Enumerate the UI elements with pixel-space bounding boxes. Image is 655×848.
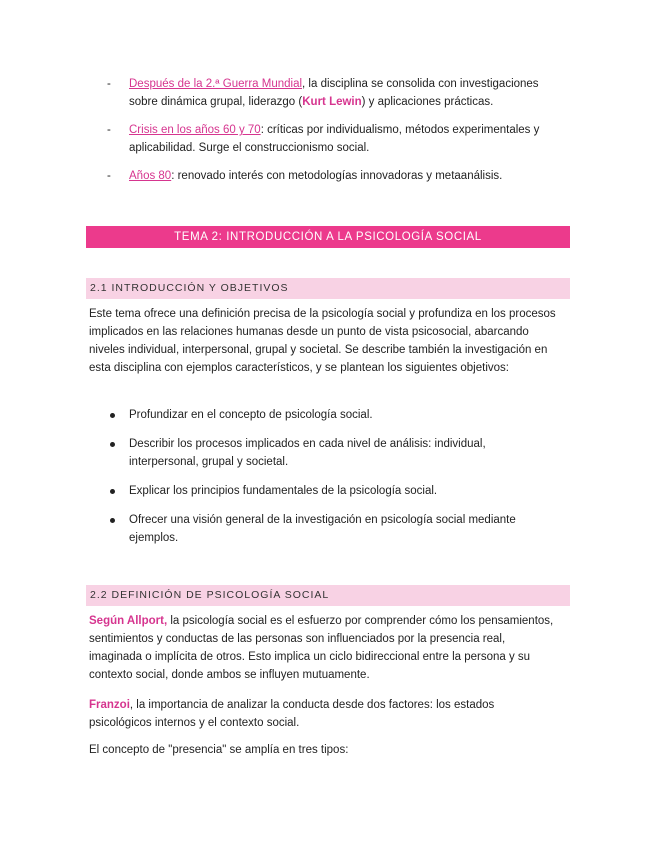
- highlight-name: Kurt Lewin: [302, 96, 362, 108]
- dash-bullet: -: [107, 170, 111, 182]
- objective-text: Explicar los principios fundamentales de la psicología social.: [129, 485, 438, 497]
- objective-text: Profundizar en el concepto de psicología social.: [129, 409, 373, 421]
- topic-banner: TEMA 2: INTRODUCCIÓN A LA PSICOLOGÍA SOCIAL: [86, 226, 570, 248]
- bullet-dot: [110, 489, 115, 494]
- section-heading-2-1: 2.1 INTRODUCCIÓN Y OBJETIVOS: [86, 278, 570, 299]
- list-item-text: ) y aplicaciones prácticas.: [361, 96, 494, 108]
- section-2-1-intro: Este tema ofrece una definición precisa de la psicología social y profundiza en los procesos implicados en las relaciones humanas desde un punto de vista psicosocial, abarcando niveles individual, interpersonal, grupal y societal. Se describe también la investigación en esta disciplina con ejemplos característicos, y se plantean los siguientes objetivos:: [89, 308, 556, 374]
- objectives-list: [107, 406, 547, 558]
- list-item: [107, 482, 547, 500]
- bullet-dot: [110, 442, 115, 447]
- history-link[interactable]: Después de la 2.ª Guerra Mundial: [129, 78, 303, 90]
- bullet-dot: [110, 413, 115, 418]
- dash-bullet: -: [107, 124, 111, 136]
- allport-text: la psicología social es el esfuerzo por comprender cómo los pensamientos, sentimientos y conductas de las personas son influenciados por la presencia real, imaginada o implícita de otros. Esto implica un ciclo bidireccional entre la persona y su contexto social, donde ambos se influyen mutuamente.: [89, 615, 554, 681]
- list-item: [107, 121, 567, 157]
- objective-text: Describir los procesos implicados en cada nivel de análisis: individual, interpersonal, grupal y societal.: [129, 438, 486, 468]
- list-item: [107, 511, 547, 547]
- history-link[interactable]: Años 80: [129, 170, 172, 182]
- history-link[interactable]: Crisis en los años 60 y 70: [129, 124, 261, 136]
- dash-bullet: -: [107, 78, 111, 90]
- list-item-text: : críticas por individualismo, métodos experimentales y aplicabilidad. Surge el construccionismo social.: [129, 124, 540, 154]
- list-item: [107, 435, 547, 471]
- objective-text: Ofrecer una visión general de la investigación en psicología social mediante ejemplos.: [129, 514, 516, 544]
- allport-paragraph: [89, 612, 559, 684]
- franzoi-text: , la importancia de analizar la conducta desde dos factores: los estados psicológicos internos y el contexto social.: [89, 699, 495, 729]
- franzoi-paragraph: [89, 696, 559, 732]
- franzoi-lead: Franzoi: [89, 699, 130, 711]
- section-heading-2-2: 2.2 DEFINICIÓN DE PSICOLOGÍA SOCIAL: [86, 585, 570, 606]
- presencia-paragraph: El concepto de "presencia" se amplía en tres tipos:: [89, 744, 349, 756]
- list-item-text: , la disciplina se consolida con investigaciones sobre dinámica grupal, liderazgo (: [129, 78, 539, 108]
- list-item: [107, 167, 567, 185]
- allport-lead: Según Allport,: [89, 615, 168, 627]
- history-list: [107, 75, 567, 195]
- list-item: [107, 406, 547, 424]
- list-item-text: : renovado interés con metodologías innovadoras y metaanálisis.: [171, 170, 503, 182]
- bullet-dot: [110, 518, 115, 523]
- list-item: [107, 75, 567, 111]
